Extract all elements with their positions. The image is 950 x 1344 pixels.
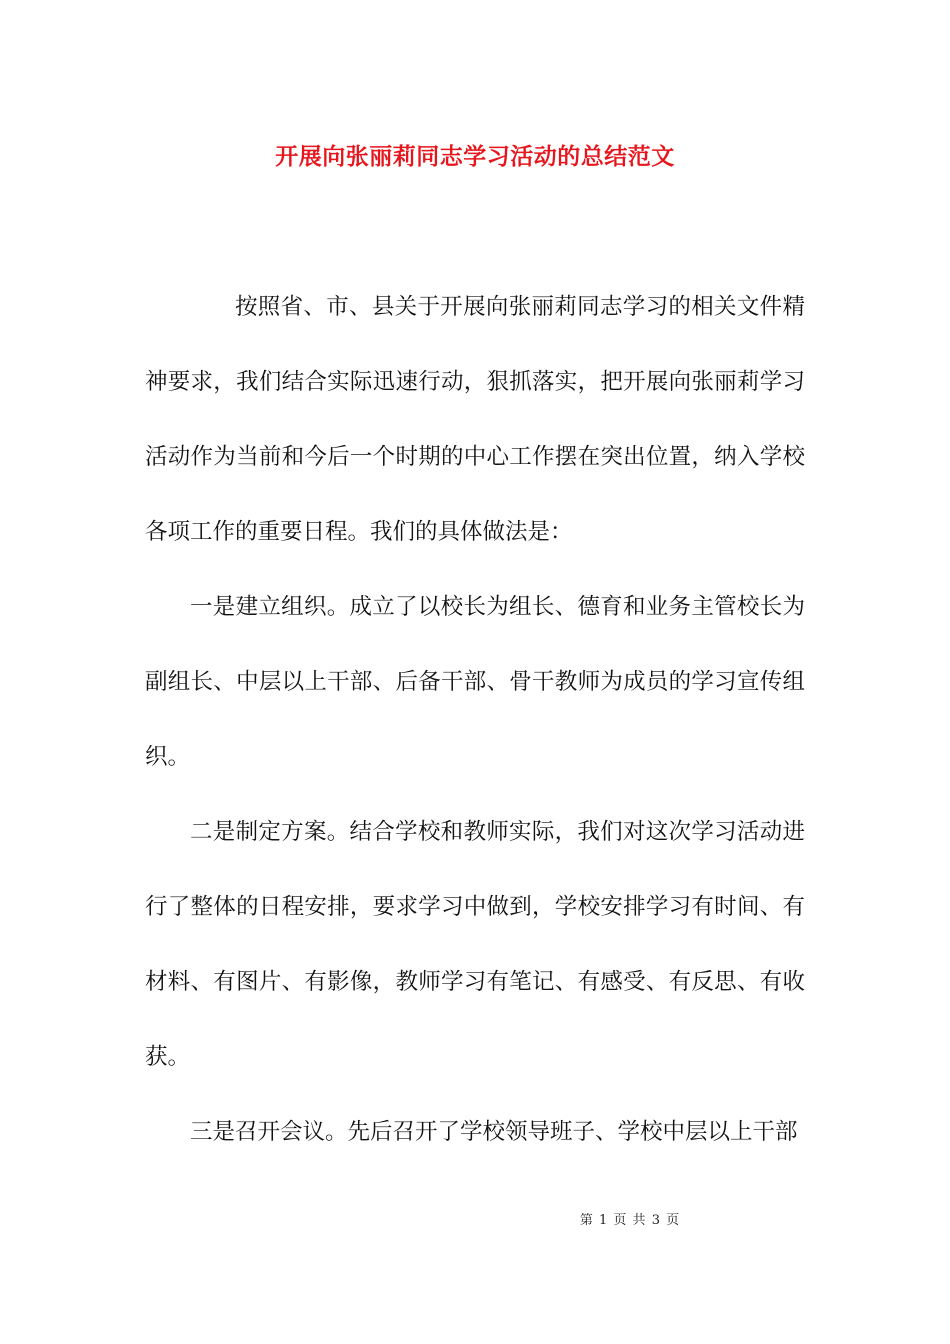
paragraph-meeting: 三是召开会议。先后召开了学校领导班子、学校中层以上干部 bbox=[190, 1119, 798, 1145]
paragraph-intro: 按照省、市、县关于开展向张丽莉同志学习的相关文件精神要求，我们结合实际迅速行动，狠抓落实，把开展向张丽莉学习活动作为当前和今后一个时期的中心工作摆在突出位置，纳入学校各项工作的重要日程。我们的具体做法是： bbox=[145, 294, 805, 545]
page-number-footer: 第 1 页 共 3 页 bbox=[579, 1213, 681, 1228]
paragraph-plan: 二是制定方案。结合学校和教师实际，我们对这次学习活动进行了整体的日程安排，要求学习中做到，学校安排学习有时间、有材料、有图片、有影像，教师学习有笔记、有感受、有反思、有收获。 bbox=[145, 819, 805, 1070]
document-body bbox=[145, 270, 805, 1170]
document-title: 开展向张丽莉同志学习活动的总结范文 bbox=[275, 143, 675, 170]
paragraph-organization: 一是建立组织。成立了以校长为组长、德育和业务主管校长为副组长、中层以上干部、后备干部、骨干教师为成员的学习宣传组织。 bbox=[145, 594, 805, 770]
